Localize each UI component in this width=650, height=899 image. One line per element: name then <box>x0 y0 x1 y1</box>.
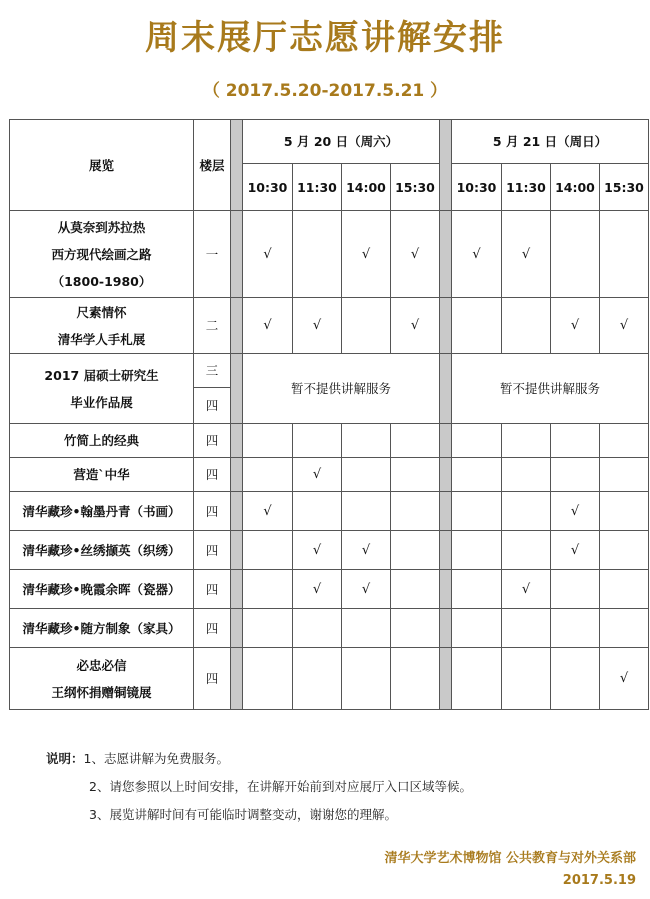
slot-cell <box>243 531 293 570</box>
slot-cell <box>452 531 502 570</box>
column-divider <box>231 120 243 211</box>
slot-cell <box>243 424 293 458</box>
column-divider <box>231 570 243 609</box>
slot-cell <box>551 424 600 458</box>
floor-cell: 四 <box>194 531 231 570</box>
column-divider <box>440 648 452 710</box>
table-row <box>10 354 649 388</box>
table-row <box>10 570 649 609</box>
slot-cell: √ <box>293 298 342 354</box>
exhibit-name-line: 毕业作品展 <box>70 394 133 410</box>
slot-cell <box>342 492 391 531</box>
slot-cell: √ <box>502 211 551 298</box>
slot-cell <box>452 648 502 710</box>
slot-cell <box>452 424 502 458</box>
column-divider <box>440 492 452 531</box>
column-divider <box>231 648 243 710</box>
table-row <box>10 298 649 354</box>
slot-cell <box>293 648 342 710</box>
exhibit-name-cell <box>10 424 194 458</box>
exhibit-name-line: 清华藏珍•晚霞余晖（瓷器） <box>22 581 181 597</box>
day2-header: 5 月 21 日（周日） <box>452 120 649 164</box>
date-range-subtitle: （ 2017.5.20-2017.5.21 ） <box>202 81 448 101</box>
slot-cell <box>391 531 440 570</box>
slot-cell <box>243 609 293 648</box>
slot-cell <box>600 492 649 531</box>
column-divider <box>231 609 243 648</box>
exhibit-name-line: 清华藏珍•丝绣撷英（织绣） <box>22 542 181 558</box>
column-divider <box>440 609 452 648</box>
floor-cell: 四 <box>194 492 231 531</box>
slot-cell: √ <box>452 211 502 298</box>
exhibit-name-line: 清华藏珍•翰墨丹青（书画） <box>22 503 181 519</box>
exhibit-name-cell <box>10 354 194 424</box>
slot-cell <box>452 492 502 531</box>
floor-column-header: 楼层 <box>194 120 231 211</box>
slot-cell <box>243 570 293 609</box>
table-row <box>10 609 649 648</box>
time-header: 14:00 <box>342 164 391 211</box>
table-row <box>10 648 649 710</box>
notes-section <box>46 745 472 829</box>
slot-cell <box>551 211 600 298</box>
slot-cell <box>342 648 391 710</box>
column-divider <box>440 458 452 492</box>
slot-cell <box>600 570 649 609</box>
column-divider <box>231 211 243 298</box>
time-header: 10:30 <box>243 164 293 211</box>
table-row <box>10 531 649 570</box>
slot-cell <box>551 609 600 648</box>
slot-cell <box>342 458 391 492</box>
time-header: 14:00 <box>551 164 600 211</box>
slot-cell <box>243 648 293 710</box>
exhibit-name-cell <box>10 458 194 492</box>
time-header: 11:30 <box>502 164 551 211</box>
slot-cell <box>502 492 551 531</box>
column-divider <box>440 211 452 298</box>
slot-cell: √ <box>243 211 293 298</box>
floor-cell: 三 <box>194 354 231 388</box>
slot-cell <box>452 570 502 609</box>
time-header: 11:30 <box>293 164 342 211</box>
slot-cell: √ <box>600 648 649 710</box>
exhibit-name-line: 王纲怀捐赠铜镜展 <box>51 684 152 700</box>
slot-cell <box>342 609 391 648</box>
floor-cell: 四 <box>194 648 231 710</box>
column-divider <box>440 531 452 570</box>
slot-cell: √ <box>551 492 600 531</box>
exhibit-name-line: 西方现代绘画之路 <box>51 246 152 262</box>
slot-cell <box>293 424 342 458</box>
floor-cell: 四 <box>194 388 231 424</box>
note-item: 3、展览讲解时间有可能临时调整变动，谢谢您的理解。 <box>89 807 397 822</box>
floor-cell: 一 <box>194 211 231 298</box>
slot-cell: √ <box>243 492 293 531</box>
slot-cell <box>293 609 342 648</box>
slot-cell <box>391 492 440 531</box>
note-item <box>46 745 472 773</box>
exhibit-name-line: 从莫奈到苏拉热 <box>57 219 146 235</box>
floor-cell: 四 <box>194 458 231 492</box>
column-divider <box>440 424 452 458</box>
slot-cell: √ <box>391 298 440 354</box>
column-divider <box>231 458 243 492</box>
column-divider <box>440 570 452 609</box>
floor-cell: 四 <box>194 570 231 609</box>
column-divider <box>440 298 452 354</box>
slot-cell: √ <box>502 570 551 609</box>
slot-cell <box>452 458 502 492</box>
time-header: 15:30 <box>391 164 440 211</box>
schedule-table <box>9 119 649 710</box>
exhibit-name-cell <box>10 609 194 648</box>
exhibit-name-cell <box>10 211 194 298</box>
slot-cell <box>551 458 600 492</box>
slot-cell <box>391 458 440 492</box>
slot-cell: √ <box>293 458 342 492</box>
exhibit-name-line: 2017 届硕士研究生 <box>44 367 159 383</box>
slot-cell <box>600 211 649 298</box>
slot-cell <box>502 424 551 458</box>
floor-cell: 四 <box>194 609 231 648</box>
slot-cell: √ <box>551 298 600 354</box>
slot-cell: √ <box>293 570 342 609</box>
slot-cell <box>391 609 440 648</box>
slot-cell: √ <box>342 570 391 609</box>
slot-cell: √ <box>391 211 440 298</box>
slot-cell: √ <box>551 531 600 570</box>
exhibit-name-line: 必忠必信 <box>76 657 127 673</box>
slot-cell <box>342 424 391 458</box>
column-divider <box>440 354 452 424</box>
column-divider <box>231 354 243 424</box>
slot-cell <box>551 648 600 710</box>
slot-cell <box>600 609 649 648</box>
exhibit-name-cell <box>10 298 194 354</box>
slot-cell: √ <box>293 531 342 570</box>
slot-cell: √ <box>342 211 391 298</box>
footer-organization: 清华大学艺术博物馆 公共教育与对外关系部 <box>384 851 636 866</box>
slot-cell <box>452 609 502 648</box>
exhibit-name-line: （1800-1980） <box>51 273 152 289</box>
exhibit-column-header: 展览 <box>10 120 194 211</box>
floor-cell: 四 <box>194 424 231 458</box>
slot-cell <box>600 458 649 492</box>
slot-cell <box>551 570 600 609</box>
column-divider <box>231 424 243 458</box>
slot-cell <box>391 648 440 710</box>
time-header: 10:30 <box>452 164 502 211</box>
column-divider <box>231 298 243 354</box>
note-item: 2、请您参照以上时间安排，在讲解开始前到对应展厅入口区域等候。 <box>89 779 472 794</box>
footer-date: 2017.5.19 <box>562 873 636 888</box>
exhibit-name-line: 竹简上的经典 <box>63 433 139 448</box>
slot-cell <box>293 492 342 531</box>
slot-cell <box>243 458 293 492</box>
no-service-cell: 暂不提供讲解服务 <box>452 354 649 424</box>
slot-cell <box>600 424 649 458</box>
table-row <box>10 211 649 298</box>
day1-header: 5 月 20 日（周六） <box>243 120 440 164</box>
slot-cell <box>502 531 551 570</box>
table-row <box>10 424 649 458</box>
slot-cell <box>600 531 649 570</box>
slot-cell: √ <box>243 298 293 354</box>
exhibit-name-line: 清华藏珍•随方制象（家具） <box>22 620 181 636</box>
exhibit-name-line: 尺素情怀 <box>76 304 127 320</box>
slot-cell <box>502 298 551 354</box>
exhibit-name-line: 营造`中华 <box>73 467 130 482</box>
no-service-cell: 暂不提供讲解服务 <box>243 354 440 424</box>
slot-cell <box>293 211 342 298</box>
exhibit-name-cell <box>10 570 194 609</box>
floor-cell: 二 <box>194 298 231 354</box>
column-divider <box>231 492 243 531</box>
time-header: 15:30 <box>600 164 649 211</box>
page-title: 周末展厅志愿讲解安排 <box>145 18 505 58</box>
slot-cell <box>502 609 551 648</box>
column-divider <box>440 120 452 211</box>
slot-cell <box>391 570 440 609</box>
slot-cell <box>342 298 391 354</box>
table-row <box>10 492 649 531</box>
exhibit-name-cell <box>10 648 194 710</box>
slot-cell: √ <box>342 531 391 570</box>
slot-cell <box>502 648 551 710</box>
note-text: 1、志愿讲解为免费服务。 <box>83 751 229 766</box>
slot-cell: √ <box>600 298 649 354</box>
slot-cell <box>452 298 502 354</box>
exhibit-name-cell <box>10 531 194 570</box>
exhibit-name-line: 清华学人手札展 <box>57 331 146 347</box>
table-row <box>10 458 649 492</box>
notes-label: 说明： <box>46 751 84 766</box>
slot-cell <box>391 424 440 458</box>
column-divider <box>231 531 243 570</box>
slot-cell <box>502 458 551 492</box>
exhibit-name-cell <box>10 492 194 531</box>
